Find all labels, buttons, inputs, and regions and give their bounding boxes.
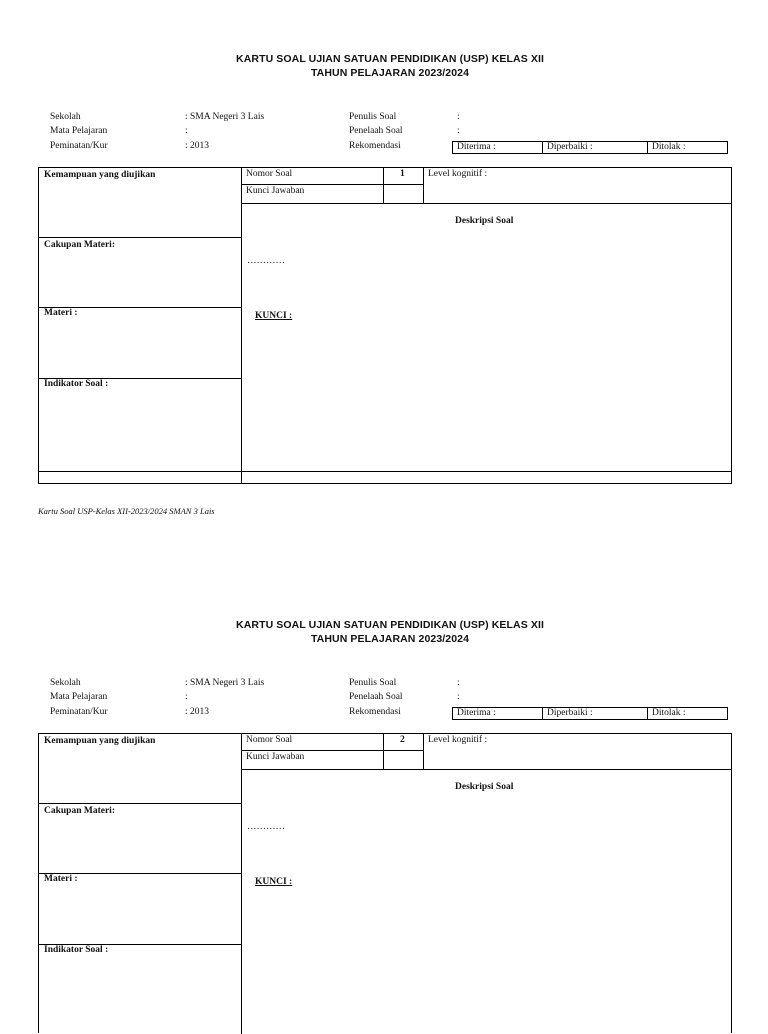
cakupan-materi-label: Cakupan Materi: xyxy=(44,240,115,250)
question-placeholder-dots: ………… xyxy=(247,256,285,266)
question-grid xyxy=(38,733,732,1033)
sekolah-value: : SMA Negeri 3 Lais xyxy=(185,678,265,688)
ditolak-cell[interactable]: Ditolak : xyxy=(652,142,686,152)
card-title-line2: TAHUN PELAJARAN 2023/2024 xyxy=(310,633,470,645)
penelaah-label: Penelaah Soal xyxy=(349,692,403,702)
sekolah-label: Sekolah xyxy=(50,112,81,122)
ditolak-cell[interactable]: Ditolak : xyxy=(652,708,686,718)
level-kognitif-label: Level kognitif : xyxy=(428,169,488,179)
kunci-label: KUNCI : xyxy=(255,311,293,321)
peminatan-value: : 2013 xyxy=(185,141,210,151)
kemampuan-label: Kemampuan yang diujikan xyxy=(44,170,156,180)
indikator-soal-label: Indikator Soal : xyxy=(44,379,109,389)
nomor-soal-value: 2 xyxy=(400,735,405,745)
nomor-soal-label: Nomor Soal xyxy=(246,169,293,179)
deskripsi-soal-heading: Deskripsi Soal xyxy=(455,216,514,226)
kunci-jawaban-label: Kunci Jawaban xyxy=(246,752,305,762)
diperbaiki-cell[interactable]: Diperbaiki : xyxy=(543,708,648,719)
diperbaiki-cell[interactable]: Diperbaiki : xyxy=(543,142,648,153)
indikator-soal-label: Indikator Soal : xyxy=(44,945,109,955)
materi-label: Materi : xyxy=(44,874,78,884)
penulis-label: Penulis Soal xyxy=(349,678,397,688)
page-footer: Kartu Soal USP-Kelas XII-2023/2024 SMAN 3 Lais xyxy=(38,506,215,516)
sekolah-value: : SMA Negeri 3 Lais xyxy=(185,112,265,122)
nomor-soal-label: Nomor Soal xyxy=(246,735,293,745)
level-kognitif-label: Level kognitif : xyxy=(428,735,488,745)
penulis-label: Penulis Soal xyxy=(349,112,397,122)
mapel-value: : xyxy=(185,126,188,136)
peminatan-value: : 2013 xyxy=(185,707,210,717)
question-placeholder-dots: ………… xyxy=(247,822,285,832)
nomor-soal-value: 1 xyxy=(400,169,405,179)
peminatan-label: Peminatan/Kur xyxy=(50,707,108,717)
materi-label: Materi : xyxy=(44,308,78,318)
rekomendasi-box xyxy=(452,141,728,154)
mapel-value: : xyxy=(185,692,188,702)
rekomendasi-label: Rekomendasi xyxy=(349,707,401,717)
kemampuan-label: Kemampuan yang diujikan xyxy=(44,736,156,746)
card-title-line2: TAHUN PELAJARAN 2023/2024 xyxy=(310,67,470,79)
deskripsi-soal-heading: Deskripsi Soal xyxy=(455,782,514,792)
rekomendasi-label: Rekomendasi xyxy=(349,141,401,151)
card-title-line1: KARTU SOAL UJIAN SATUAN PENDIDIKAN (USP) KELAS XII xyxy=(236,53,544,65)
rekomendasi-box xyxy=(452,707,728,720)
penelaah-value: : xyxy=(457,692,460,702)
penulis-value: : xyxy=(457,678,460,688)
mapel-label: Mata Pelajaran xyxy=(50,692,108,702)
peminatan-label: Peminatan/Kur xyxy=(50,141,108,151)
diterima-cell[interactable]: Diterima : xyxy=(453,142,543,153)
card-title-line1: KARTU SOAL UJIAN SATUAN PENDIDIKAN (USP) KELAS XII xyxy=(236,619,544,631)
penelaah-label: Penelaah Soal xyxy=(349,126,403,136)
mapel-label: Mata Pelajaran xyxy=(50,126,108,136)
question-grid xyxy=(38,167,732,484)
penelaah-value: : xyxy=(457,126,460,136)
penulis-value: : xyxy=(457,112,460,122)
diterima-cell[interactable]: Diterima : xyxy=(453,708,543,719)
cakupan-materi-label: Cakupan Materi: xyxy=(44,806,115,816)
kunci-jawaban-label: Kunci Jawaban xyxy=(246,186,305,196)
kunci-label: KUNCI : xyxy=(255,877,293,887)
sekolah-label: Sekolah xyxy=(50,678,81,688)
